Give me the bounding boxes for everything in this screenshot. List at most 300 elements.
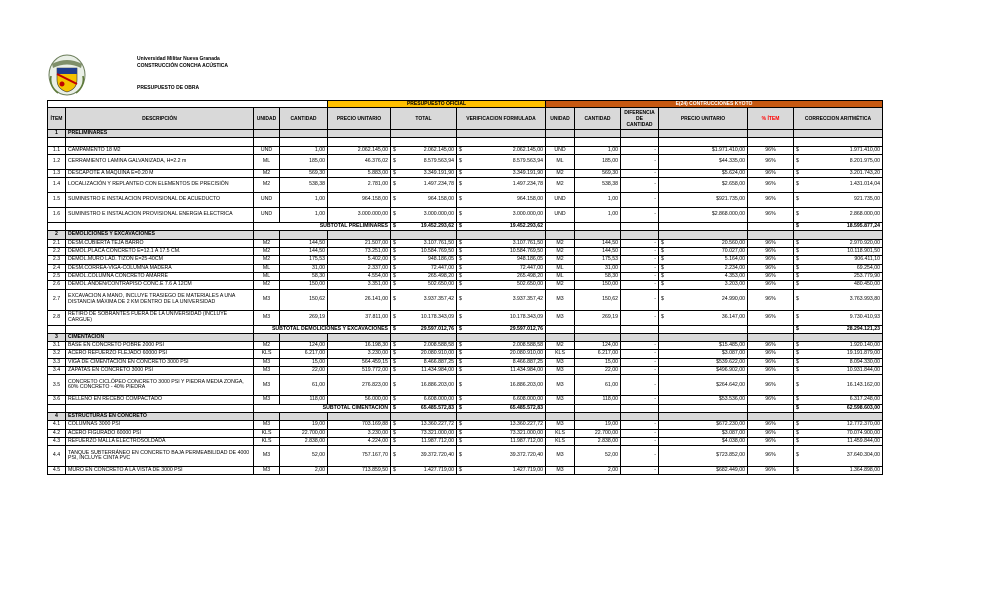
item-quantity: 15,00 — [280, 358, 328, 366]
currency-symbol: $ — [796, 181, 799, 188]
item-description: SUMINISTRO E INSTALACION PROVISIONAL DE ACUEDUCTO — [66, 193, 254, 208]
item-unit-price-2: $723.852,00 — [659, 446, 748, 467]
item-total-value: 6.608.000,00 — [423, 396, 454, 403]
item-description: CERRAMIENTO LAMINA GALVANIZADA, H=2.2 m — [66, 154, 254, 169]
item-total — [391, 350, 457, 358]
currency-symbol: $ — [393, 211, 396, 218]
item-verification — [457, 421, 546, 429]
currency-symbol: $ — [459, 429, 462, 436]
item-quantity-difference: - — [621, 396, 659, 404]
empty-cell — [254, 231, 280, 239]
item-corrected-total — [794, 310, 883, 325]
item-verification — [457, 342, 546, 350]
empty-cell — [659, 223, 748, 231]
empty-cell — [794, 138, 883, 146]
item-verification-value: 72.447,00 — [519, 264, 543, 271]
currency-symbol: $ — [796, 437, 799, 444]
item-total-value: 13.360.227,72 — [420, 421, 454, 428]
currency-symbol: $ — [796, 325, 799, 332]
empty-cell — [546, 138, 575, 146]
currency-symbol: $ — [393, 248, 396, 255]
subtotal-row — [48, 223, 883, 231]
item-unit-price: 2.337,00 — [328, 264, 391, 272]
item-quantity: 6.217,00 — [280, 350, 328, 358]
currency-symbol: $ — [393, 295, 396, 302]
item-number: 1.1 — [48, 146, 66, 154]
item-quantity: 538,38 — [280, 178, 328, 193]
section-number: 2 — [48, 231, 66, 239]
item-description: CONCRETO CICLÓPEO CONCRETO 3000 PSI Y PIEDRA MEDIA ZONGA, 60% CONCRETO - 40% PIEDRA — [66, 375, 254, 396]
item-verification — [457, 256, 546, 264]
subtotal-total-value: 65.485.572,83 — [420, 404, 454, 411]
item-total-value: 73.321.000,00 — [420, 429, 454, 436]
item-verification — [457, 358, 546, 366]
item-description: DEMOL.PLACA CONCRETO E=12.1 A 17.5 CM. — [66, 248, 254, 256]
item-verification — [457, 193, 546, 208]
item-corrected-total-value: 1.920.140,00 — [849, 342, 880, 349]
empty-cell — [748, 231, 794, 239]
item-total-value: 10.178.343,09 — [420, 313, 454, 320]
item-unit-price-2: $5.624,00 — [659, 169, 748, 177]
item-unit-2: M2 — [546, 256, 575, 264]
item-quantity: 175,53 — [280, 256, 328, 264]
item-quantity-2: 58,30 — [575, 272, 621, 280]
item-quantity-difference: - — [621, 154, 659, 169]
currency-symbol: $ — [796, 295, 799, 302]
empty-cell — [280, 130, 328, 138]
item-quantity-difference: - — [621, 208, 659, 223]
currency-symbol: $ — [459, 295, 462, 302]
item-unit-2: UND — [546, 193, 575, 208]
empty-cell — [621, 223, 659, 231]
item-unit-price: 564.459,15 — [328, 358, 391, 366]
item-description: DESCAPOTE A MAQUINA E=0.20 M — [66, 169, 254, 177]
item-quantity-difference: - — [621, 169, 659, 177]
item-quantity-2: 269,19 — [575, 310, 621, 325]
empty-cell — [48, 404, 66, 412]
empty-cell — [457, 130, 546, 138]
item-quantity: 118,00 — [280, 396, 328, 404]
empty-cell — [66, 325, 254, 333]
item-verification — [457, 272, 546, 280]
empty-cell — [391, 412, 457, 420]
subtotal-correction-value: 62.598.603,00 — [846, 404, 880, 411]
item-corrected-total-value: 8.201.975,00 — [849, 158, 880, 165]
item-percentage: 96% — [748, 281, 794, 289]
col-correccion: CORRECCION ARITMÉTICA — [794, 108, 883, 130]
currency-symbol: $ — [661, 256, 664, 263]
item-number: 2.6 — [48, 281, 66, 289]
item-verification — [457, 350, 546, 358]
empty-cell — [328, 412, 391, 420]
item-description: DESM.CUBIERTA TEJA BARRO — [66, 239, 254, 247]
empty-cell — [391, 138, 457, 146]
col-verificacion: VERIFICACION FORMULADA — [457, 108, 546, 130]
item-verification — [457, 367, 546, 375]
item-number: 4.4 — [48, 446, 66, 467]
empty-cell — [254, 333, 280, 341]
item-verification — [457, 239, 546, 247]
item-number: 3.4 — [48, 367, 66, 375]
item-corrected-total-value: 69.254,00 — [856, 264, 880, 271]
item-unit-price-2: $264.642,00 — [659, 375, 748, 396]
item-unit-price-2-value: 36.147,00 — [721, 313, 745, 320]
budget-item-row — [48, 248, 883, 256]
item-quantity-difference: - — [621, 421, 659, 429]
item-verification — [457, 429, 546, 437]
item-unit-2: ML — [546, 264, 575, 272]
item-total-value: 10.584.769,50 — [420, 248, 454, 255]
item-total-value: 502.650,00 — [428, 281, 454, 288]
item-corrected-total — [794, 169, 883, 177]
item-corrected-total-value: 6.317.248,00 — [849, 396, 880, 403]
item-percentage: 96% — [748, 429, 794, 437]
item-quantity: 22.700,00 — [280, 429, 328, 437]
empty-cell — [621, 412, 659, 420]
item-number: 4.3 — [48, 437, 66, 445]
item-unit-price-2: $3.087,00 — [659, 350, 748, 358]
item-unit-price-2-value: 4.353,00 — [724, 272, 745, 279]
item-corrected-total — [794, 342, 883, 350]
empty-cell — [457, 231, 546, 239]
item-number: 1.4 — [48, 178, 66, 193]
subtotal-correction — [794, 404, 883, 412]
item-corrected-total — [794, 421, 883, 429]
item-number: 2.8 — [48, 310, 66, 325]
item-quantity: 150,62 — [280, 289, 328, 310]
item-total — [391, 421, 457, 429]
item-quantity-2: 144,50 — [575, 239, 621, 247]
item-quantity-2: 2,00 — [575, 467, 621, 475]
item-total-value: 39.372.720,40 — [420, 452, 454, 459]
section-title: DEMOLICIONES Y EXCAVACIONES — [66, 231, 254, 239]
item-corrected-total — [794, 154, 883, 169]
item-unit-price: 26.141,00 — [328, 289, 391, 310]
item-quantity-difference: - — [621, 375, 659, 396]
item-verification — [457, 169, 546, 177]
empty-cell — [748, 223, 794, 231]
empty-cell — [280, 412, 328, 420]
item-verification-value: 11.987.712,00 — [510, 437, 543, 444]
item-total-value: 265.498,20 — [428, 272, 454, 279]
item-corrected-total-value: 921.735,00 — [854, 196, 880, 203]
budget-item-row — [48, 289, 883, 310]
empty-cell — [621, 231, 659, 239]
item-unit: ML — [254, 272, 280, 280]
item-quantity-2: 124,00 — [575, 342, 621, 350]
item-percentage: 96% — [748, 264, 794, 272]
item-quantity-2: 185,00 — [575, 154, 621, 169]
currency-symbol: $ — [796, 239, 799, 246]
item-number: 2.7 — [48, 289, 66, 310]
currency-symbol: $ — [796, 429, 799, 436]
item-unit-2: M2 — [546, 342, 575, 350]
section-row — [48, 412, 883, 420]
budget-table — [47, 100, 883, 475]
item-quantity: 1,00 — [280, 193, 328, 208]
item-verification-value: 8.466.887,25 — [512, 358, 543, 365]
item-quantity-difference: - — [621, 429, 659, 437]
item-unit: ML — [254, 154, 280, 169]
item-total-value: 2.008.588,58 — [423, 342, 454, 349]
currency-symbol: $ — [661, 272, 664, 279]
currency-symbol: $ — [393, 350, 396, 357]
document-title: PRESUPUESTO DE OBRA — [137, 85, 200, 91]
item-unit: UND — [254, 193, 280, 208]
empty-cell — [254, 412, 280, 420]
item-unit: UND — [254, 146, 280, 154]
item-verification-value: 11.434.984,00 — [510, 367, 543, 374]
empty-cell — [546, 333, 575, 341]
currency-symbol: $ — [393, 223, 396, 230]
item-number: 3.2 — [48, 350, 66, 358]
currency-symbol: $ — [459, 367, 462, 374]
document-header — [0, 0, 1000, 100]
currency-symbol: $ — [796, 169, 799, 176]
item-unit-2: M2 — [546, 239, 575, 247]
subtotal-total — [391, 325, 457, 333]
currency-symbol: $ — [796, 396, 799, 403]
item-unit: M2 — [254, 281, 280, 289]
item-description: DEMOL.MURO LAD. TIZON E=25-40CM — [66, 256, 254, 264]
item-unit-price-2: $2.868.000,00 — [659, 208, 748, 223]
currency-symbol: $ — [393, 429, 396, 436]
item-percentage: 96% — [748, 248, 794, 256]
item-corrected-total-value: 11.459.844,00 — [847, 437, 880, 444]
empty-cell — [575, 333, 621, 341]
item-description: DEMOL.COLUMNA CONCRETO AMARRE — [66, 272, 254, 280]
item-quantity-2: 15,00 — [575, 358, 621, 366]
item-quantity: 31,00 — [280, 264, 328, 272]
item-description: COLUMNAS 3000 PSI — [66, 421, 254, 429]
subtotal-verification-value: 29.597.012,76 — [509, 325, 543, 332]
item-quantity-2: 22,00 — [575, 367, 621, 375]
item-quantity: 144,50 — [280, 239, 328, 247]
item-verification — [457, 281, 546, 289]
subtotal-correction — [794, 223, 883, 231]
item-corrected-total-value: 2.970.920,00 — [849, 239, 880, 246]
item-quantity-difference: - — [621, 178, 659, 193]
item-unit: M2 — [254, 256, 280, 264]
empty-cell — [794, 412, 883, 420]
item-quantity-difference: - — [621, 239, 659, 247]
empty-cell — [66, 223, 254, 231]
item-total-value: 3.107.761,50 — [423, 239, 454, 246]
item-unit-price-2-value: 5.164,00 — [724, 256, 745, 263]
item-unit: M3 — [254, 446, 280, 467]
item-unit-2: KLS — [546, 437, 575, 445]
item-quantity: 569,30 — [280, 169, 328, 177]
subtotal-correction-value: 18.595.877,24 — [846, 223, 880, 230]
item-quantity: 269,19 — [280, 310, 328, 325]
item-verification-value: 1.497.234,78 — [512, 181, 543, 188]
item-total — [391, 437, 457, 445]
currency-symbol: $ — [459, 421, 462, 428]
section-title: CIMENTACION — [66, 333, 254, 341]
currency-symbol: $ — [459, 467, 462, 474]
currency-symbol: $ — [459, 239, 462, 246]
item-quantity-2: 538,38 — [575, 178, 621, 193]
item-total — [391, 264, 457, 272]
item-quantity-difference: - — [621, 367, 659, 375]
currency-symbol: $ — [661, 264, 664, 271]
currency-symbol: $ — [459, 437, 462, 444]
item-total — [391, 239, 457, 247]
item-quantity-difference: - — [621, 350, 659, 358]
item-quantity-2: 61,00 — [575, 375, 621, 396]
item-verification-value: 6.608.000,00 — [512, 396, 543, 403]
currency-symbol: $ — [393, 281, 396, 288]
item-description: LOCALIZACIÓN Y REPLANTEO CON ELEMENTOS DE PRECISIÓN — [66, 178, 254, 193]
item-description: RELLENO EN RECEBO COMPACTADO — [66, 396, 254, 404]
item-percentage: 96% — [748, 446, 794, 467]
item-verification — [457, 467, 546, 475]
item-quantity-difference: - — [621, 467, 659, 475]
col-descripcion: DESCRIPCIÓN — [66, 108, 254, 130]
item-unit-2: M3 — [546, 310, 575, 325]
item-unit-price-2-value: 20.560,00 — [721, 239, 745, 246]
empty-cell — [575, 412, 621, 420]
currency-symbol: $ — [459, 350, 462, 357]
item-unit: UND — [254, 208, 280, 223]
budget-item-row — [48, 146, 883, 154]
item-corrected-total-value: 1.364.898,00 — [849, 467, 880, 474]
currency-symbol: $ — [459, 169, 462, 176]
section-row — [48, 231, 883, 239]
item-corrected-total-value: 253.779,90 — [854, 272, 880, 279]
university-name: Universidad Militar Nueva Granada — [137, 56, 220, 62]
item-unit-price: 2.062.145,00 — [328, 146, 391, 154]
budget-item-row — [48, 429, 883, 437]
item-unit-price-2-value: 24.990,00 — [721, 295, 745, 302]
item-description: VIGA DE CIMENTACION EN CONCRETO 3000 PSI — [66, 358, 254, 366]
empty-cell — [546, 231, 575, 239]
item-corrected-total — [794, 289, 883, 310]
item-verification — [457, 289, 546, 310]
item-percentage: 96% — [748, 375, 794, 396]
item-unit-price: 713.859,50 — [328, 467, 391, 475]
currency-symbol: $ — [796, 381, 799, 388]
item-total — [391, 375, 457, 396]
item-unit-2: M2 — [546, 281, 575, 289]
item-total — [391, 396, 457, 404]
item-unit-price: 4.554,00 — [328, 272, 391, 280]
item-unit: M3 — [254, 289, 280, 310]
budget-item-row — [48, 169, 883, 177]
item-corrected-total-value: 9.730.410,93 — [849, 313, 880, 320]
item-number: 4.5 — [48, 467, 66, 475]
currency-symbol: $ — [459, 211, 462, 218]
col-precio-unitario-2: PRECIO UNITARIO — [659, 108, 748, 130]
subtotal-label: SUBTOTAL PRELIMINARES — [254, 223, 391, 231]
item-number: 2.2 — [48, 248, 66, 256]
item-verification-value: 39.372.720,40 — [509, 452, 543, 459]
budget-item-row — [48, 178, 883, 193]
item-percentage: 96% — [748, 342, 794, 350]
item-unit-2: M2 — [546, 169, 575, 177]
item-number: 1.2 — [48, 154, 66, 169]
subtotal-verification — [457, 325, 546, 333]
currency-symbol: $ — [393, 367, 396, 374]
item-unit-price: 3.351,00 — [328, 281, 391, 289]
item-quantity: 2,00 — [280, 467, 328, 475]
item-verification — [457, 396, 546, 404]
item-total-value: 72.447,00 — [430, 264, 454, 271]
empty-cell — [546, 404, 575, 412]
item-percentage: 96% — [748, 421, 794, 429]
currency-symbol: $ — [796, 146, 799, 153]
currency-symbol: $ — [796, 404, 799, 411]
item-unit-price-2 — [659, 264, 748, 272]
item-number: 3.1 — [48, 342, 66, 350]
item-quantity-2: 569,30 — [575, 169, 621, 177]
item-quantity-2: 175,53 — [575, 256, 621, 264]
item-verification-value: 948.186,05 — [517, 256, 543, 263]
item-corrected-total — [794, 272, 883, 280]
item-total-value: 3.937.357,42 — [423, 295, 454, 302]
empty-cell — [328, 130, 391, 138]
currency-symbol: $ — [796, 281, 799, 288]
item-description: RETIRO DE SOBRANTES FUERA DE LA UNIVERSIDAD (INCLUYE CARGUE) — [66, 310, 254, 325]
item-unit-2: M3 — [546, 467, 575, 475]
currency-symbol: $ — [393, 325, 396, 332]
item-total-value: 964.158,00 — [428, 196, 454, 203]
item-unit-price: 964.158,00 — [328, 193, 391, 208]
item-quantity-2: 150,00 — [575, 281, 621, 289]
empty-cell — [254, 138, 280, 146]
item-unit-2: M3 — [546, 375, 575, 396]
currency-symbol: $ — [796, 367, 799, 374]
currency-symbol: $ — [661, 295, 664, 302]
empty-cell — [328, 333, 391, 341]
empty-cell — [66, 404, 254, 412]
item-corrected-total — [794, 264, 883, 272]
currency-symbol: $ — [459, 342, 462, 349]
item-number: 1.3 — [48, 169, 66, 177]
item-unit-2: M2 — [546, 248, 575, 256]
item-quantity-2: 1,00 — [575, 146, 621, 154]
item-corrected-total — [794, 146, 883, 154]
item-total — [391, 169, 457, 177]
item-unit-price: 4.224,00 — [328, 437, 391, 445]
currency-symbol: $ — [393, 358, 396, 365]
item-unit-price: 3.230,00 — [328, 350, 391, 358]
item-quantity: 52,00 — [280, 446, 328, 467]
item-unit-price-2: $44.335,00 — [659, 154, 748, 169]
item-corrected-total-value: 16.143.162,00 — [846, 381, 880, 388]
budget-item-row — [48, 256, 883, 264]
currency-symbol: $ — [796, 211, 799, 218]
empty-cell — [621, 130, 659, 138]
budget-item-row — [48, 193, 883, 208]
currency-symbol: $ — [393, 421, 396, 428]
item-quantity-difference: - — [621, 193, 659, 208]
currency-symbol: $ — [459, 256, 462, 263]
item-corrected-total-value: 70.074.900,00 — [846, 429, 880, 436]
item-unit-price-2: $672.230,00 — [659, 421, 748, 429]
item-unit-price-2: $1.971.410,00 — [659, 146, 748, 154]
col-pct-item: % ÍTEM — [748, 108, 794, 130]
col-unidad: UNIDAD — [254, 108, 280, 130]
item-unit-price-2 — [659, 289, 748, 310]
item-quantity: 61,00 — [280, 375, 328, 396]
item-number: 4.1 — [48, 421, 66, 429]
item-quantity-2: 31,00 — [575, 264, 621, 272]
currency-symbol: $ — [796, 158, 799, 165]
item-total-value: 948.186,05 — [428, 256, 454, 263]
item-verification — [457, 154, 546, 169]
empty-cell — [575, 404, 621, 412]
